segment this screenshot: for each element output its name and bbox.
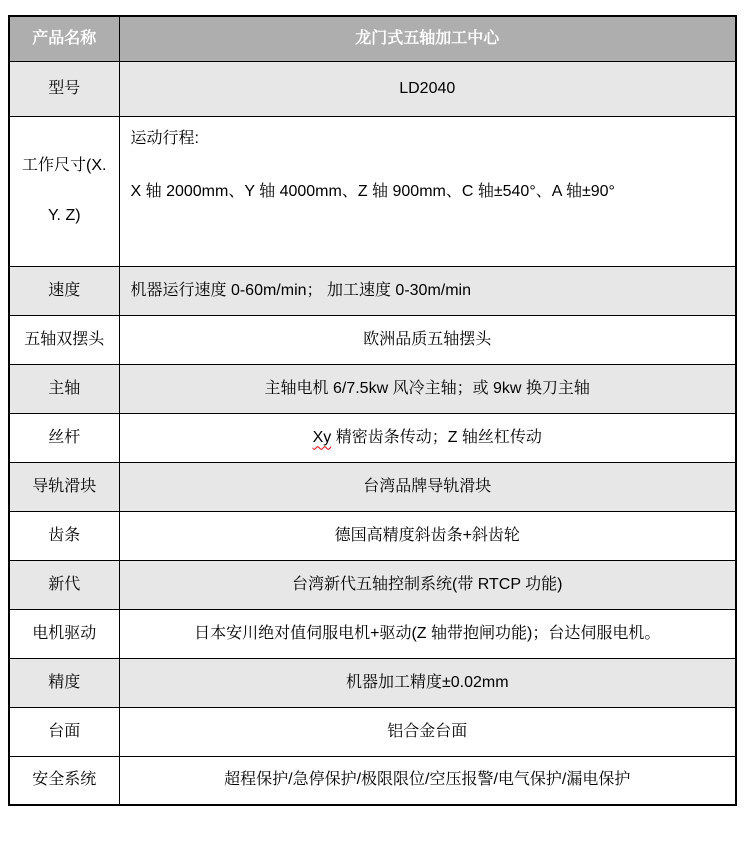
spec-value-motor-drive: 日本安川绝对值伺服电机+驱动(Z 轴带抱闸功能)；台达伺服电机。 — [119, 609, 736, 658]
spec-value-precision: 机器加工精度±0.02mm — [119, 658, 736, 707]
spec-label-controller: 新代 — [9, 560, 119, 609]
spec-row-model — [9, 61, 736, 116]
product-name-header-value: 龙门式五轴加工中心 — [119, 16, 736, 61]
spec-row-five-axis-head — [9, 315, 736, 364]
spec-label-guide-rail: 导轨滑块 — [9, 462, 119, 511]
spec-label-five-axis-head: 五轴双摆头 — [9, 315, 119, 364]
spec-row-spindle — [9, 364, 736, 413]
spec-value-five-axis-head: 欧洲品质五轴摆头 — [119, 315, 736, 364]
spec-header-row — [9, 16, 736, 61]
spec-value-guide-rail: 台湾品牌导轨滑块 — [119, 462, 736, 511]
spec-row-precision — [9, 658, 736, 707]
spec-label-worktable: 台面 — [9, 707, 119, 756]
spec-row-worktable — [9, 707, 736, 756]
spec-label-precision: 精度 — [9, 658, 119, 707]
spec-value-speed: 机器运行速度 0-60m/min； 加工速度 0-30m/min — [119, 266, 736, 315]
spec-value-work-size — [119, 116, 736, 266]
spellcheck-flagged-text: Xy — [312, 428, 332, 446]
spec-row-motor-drive — [9, 609, 736, 658]
spec-row-guide-rail — [9, 462, 736, 511]
spec-row-controller — [9, 560, 736, 609]
spec-row-speed — [9, 266, 736, 315]
product-name-header-label: 产品名称 — [9, 16, 119, 61]
spec-value-rack: 德国高精度斜齿条+斜齿轮 — [119, 511, 736, 560]
spec-value-safety-system: 超程保护/急停保护/极限限位/空压报警/电气保护/漏电保护 — [119, 756, 736, 805]
spec-row-rack — [9, 511, 736, 560]
spec-value-screw — [119, 413, 736, 462]
spec-label-motor-drive: 电机驱动 — [9, 609, 119, 658]
spec-label-work-size: 工作尺寸(X. Y. Z) — [9, 116, 119, 266]
spec-label-rack: 齿条 — [9, 511, 119, 560]
spec-label-speed: 速度 — [9, 266, 119, 315]
product-spec-table — [8, 15, 737, 806]
spec-row-screw — [9, 413, 736, 462]
spec-label-spindle: 主轴 — [9, 364, 119, 413]
screw-value-rest: 精密齿条传动；Z 轴丝杠传动 — [331, 428, 542, 446]
travel-stroke-heading: 运动行程: — [130, 129, 199, 147]
spec-value-model: LD2040 — [119, 61, 736, 116]
spec-row-safety-system — [9, 756, 736, 805]
spec-value-controller: 台湾新代五轴控制系统(带 RTCP 功能) — [119, 560, 736, 609]
spec-value-worktable: 铝合金台面 — [119, 707, 736, 756]
spec-value-spindle: 主轴电机 6/7.5kw 风冷主轴；或 9kw 换刀主轴 — [119, 364, 736, 413]
spec-row-work-size — [9, 116, 736, 266]
spec-label-model: 型号 — [9, 61, 119, 116]
spec-label-safety-system: 安全系统 — [9, 756, 119, 805]
travel-stroke-values: X 轴 2000mm、Y 轴 4000mm、Z 轴 900mm、C 轴±540°、A 轴±90° — [130, 182, 615, 200]
spec-label-screw: 丝杆 — [9, 413, 119, 462]
